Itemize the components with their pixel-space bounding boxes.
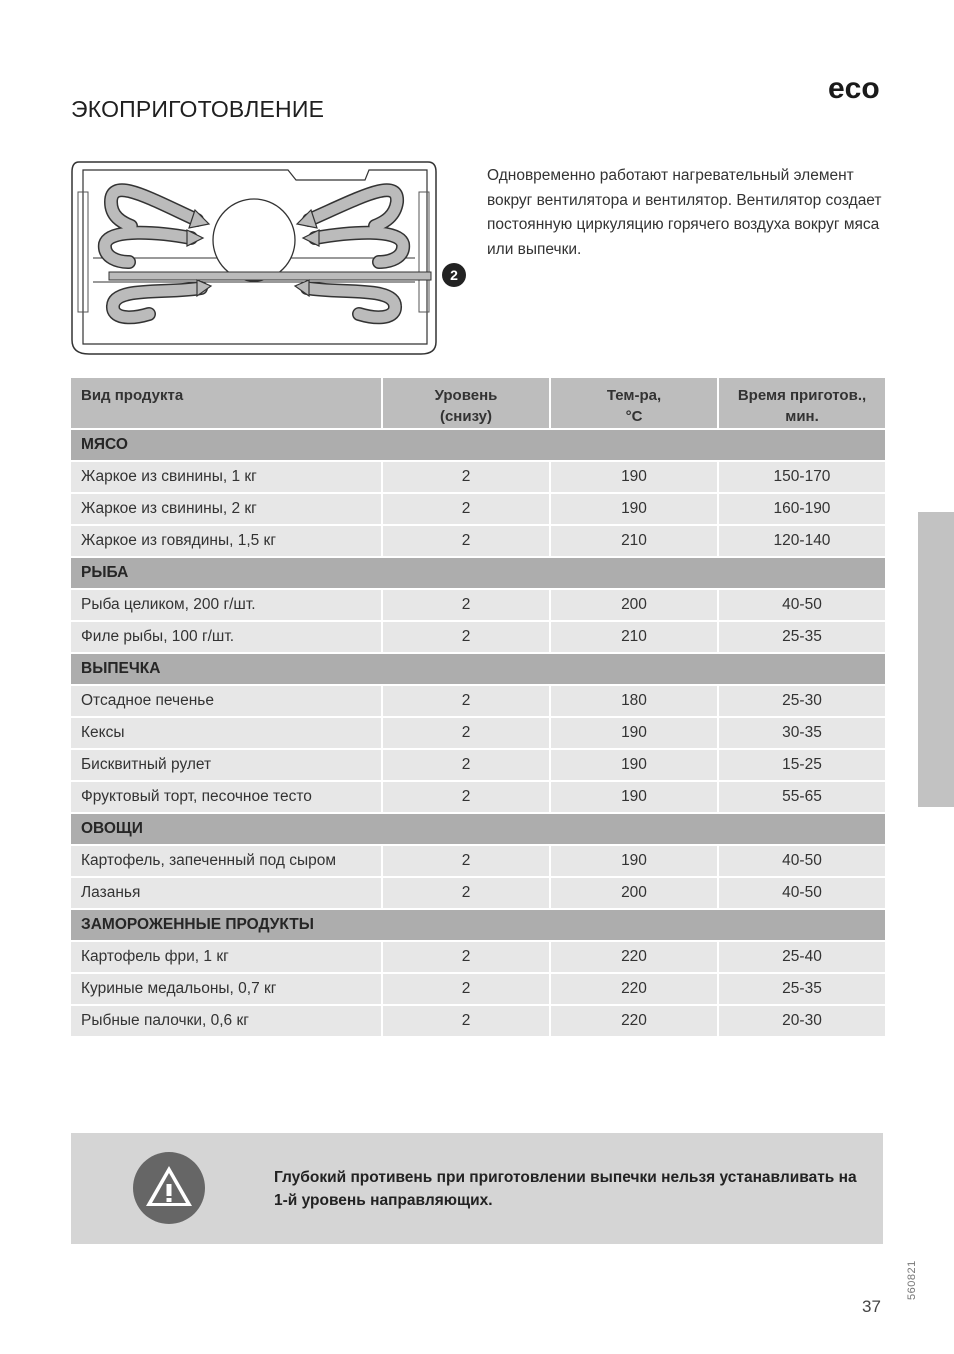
category-row — [71, 814, 885, 844]
cell-temp: 190 — [551, 718, 717, 748]
cell-level: 2 — [383, 718, 549, 748]
warning-box — [71, 1133, 883, 1244]
category-row — [71, 430, 885, 460]
cell-time: 40-50 — [719, 878, 885, 908]
cell-product: Отсадное печенье — [71, 686, 381, 716]
warning-triangle-icon — [133, 1152, 205, 1224]
cell-level: 2 — [383, 622, 549, 652]
cell-level: 2 — [383, 462, 549, 492]
cell-time: 150-170 — [719, 462, 885, 492]
cell-time: 25-35 — [719, 974, 885, 1004]
cell-product: Жаркое из свинины, 2 кг — [71, 494, 381, 524]
cell-level: 2 — [383, 942, 549, 972]
cell-time: 25-35 — [719, 622, 885, 652]
category-label: РЫБА — [71, 558, 885, 588]
cell-temp: 190 — [551, 750, 717, 780]
cell-level: 2 — [383, 878, 549, 908]
cell-temp: 220 — [551, 942, 717, 972]
cell-product: Рыбные палочки, 0,6 кг — [71, 1006, 381, 1036]
mode-description: Одновременно работают нагревательный элемент вокруг вентилятора и вентилятор. Вентилятор создает постоянную циркуляцию горячего воздуха вокруг мяса или выпечки. — [487, 167, 882, 258]
cell-time: 40-50 — [719, 846, 885, 876]
table-row — [71, 974, 885, 1004]
table-row — [71, 494, 885, 524]
table-row — [71, 686, 885, 716]
cell-product: Картофель фри, 1 кг — [71, 942, 381, 972]
cell-level: 2 — [383, 1006, 549, 1036]
header-temp: Тем-ра, °C — [551, 378, 717, 428]
table-row — [71, 942, 885, 972]
table-row — [71, 750, 885, 780]
table-row — [71, 526, 885, 556]
cell-level: 2 — [383, 526, 549, 556]
cell-temp: 180 — [551, 686, 717, 716]
category-label: ВЫПЕЧКА — [71, 654, 885, 684]
cell-temp: 200 — [551, 590, 717, 620]
header-product: Вид продукта — [71, 378, 381, 428]
table-row — [71, 782, 885, 812]
cell-temp: 200 — [551, 878, 717, 908]
cell-product: Картофель, запеченный под сыром — [71, 846, 381, 876]
table-row — [71, 462, 885, 492]
cell-time: 25-40 — [719, 942, 885, 972]
cell-temp: 190 — [551, 494, 717, 524]
table-header-row — [71, 378, 885, 428]
cell-time: 25-30 — [719, 686, 885, 716]
cell-level: 2 — [383, 782, 549, 812]
cell-temp: 210 — [551, 526, 717, 556]
cell-product: Бисквитный рулет — [71, 750, 381, 780]
cell-temp: 190 — [551, 846, 717, 876]
table-row — [71, 1006, 885, 1036]
cell-temp: 190 — [551, 782, 717, 812]
category-row — [71, 558, 885, 588]
cell-product: Жаркое из свинины, 1 кг — [71, 462, 381, 492]
page-number: 37 — [862, 1297, 881, 1316]
header-level: Уровень (снизу) — [383, 378, 549, 428]
cell-level: 2 — [383, 590, 549, 620]
cell-product: Кексы — [71, 718, 381, 748]
cell-level: 2 — [383, 494, 549, 524]
category-row — [71, 654, 885, 684]
cell-product: Куриные медальоны, 0,7 кг — [71, 974, 381, 1004]
warning-text: Глубокий противень при приготовлении выпечки нельзя устанавливать на 1-й уровень направляющих. — [274, 1169, 857, 1209]
cell-temp: 220 — [551, 1006, 717, 1036]
cell-time: 55-65 — [719, 782, 885, 812]
cell-time: 120-140 — [719, 526, 885, 556]
table-row — [71, 878, 885, 908]
eco-badge: eco — [828, 72, 880, 105]
cell-time: 30-35 — [719, 718, 885, 748]
table-row — [71, 846, 885, 876]
category-label: МЯСО — [71, 430, 885, 460]
cell-temp: 220 — [551, 974, 717, 1004]
cell-level: 2 — [383, 686, 549, 716]
table-body — [71, 430, 885, 1036]
header-time: Время приготов., мин. — [719, 378, 885, 428]
cell-product: Жаркое из говядины, 1,5 кг — [71, 526, 381, 556]
category-label: ЗАМОРОЖЕННЫЕ ПРОДУКТЫ — [71, 910, 885, 940]
table-row — [71, 622, 885, 652]
table-row — [71, 590, 885, 620]
cell-level: 2 — [383, 974, 549, 1004]
category-row — [71, 910, 885, 940]
side-tab-marker — [918, 512, 954, 807]
cell-temp: 210 — [551, 622, 717, 652]
cell-product: Рыба целиком, 200 г/шт. — [71, 590, 381, 620]
cell-product: Фруктовый торт, песочное тесто — [71, 782, 381, 812]
cell-product: Филе рыбы, 100 г/шт. — [71, 622, 381, 652]
cooking-table — [69, 376, 887, 1038]
cell-level: 2 — [383, 750, 549, 780]
document-code: 560821 — [906, 1260, 918, 1300]
cell-level: 2 — [383, 846, 549, 876]
cell-time: 40-50 — [719, 590, 885, 620]
oven-airflow-diagram — [69, 158, 471, 358]
cell-time: 160-190 — [719, 494, 885, 524]
category-label: ОВОЩИ — [71, 814, 885, 844]
marker-2-label: 2 — [450, 267, 458, 283]
cell-product: Лазанья — [71, 878, 381, 908]
page-title: ЭКОПРИГОТОВЛЕНИЕ — [71, 96, 325, 122]
table-row — [71, 718, 885, 748]
cell-time: 20-30 — [719, 1006, 885, 1036]
cell-time: 15-25 — [719, 750, 885, 780]
cell-temp: 190 — [551, 462, 717, 492]
